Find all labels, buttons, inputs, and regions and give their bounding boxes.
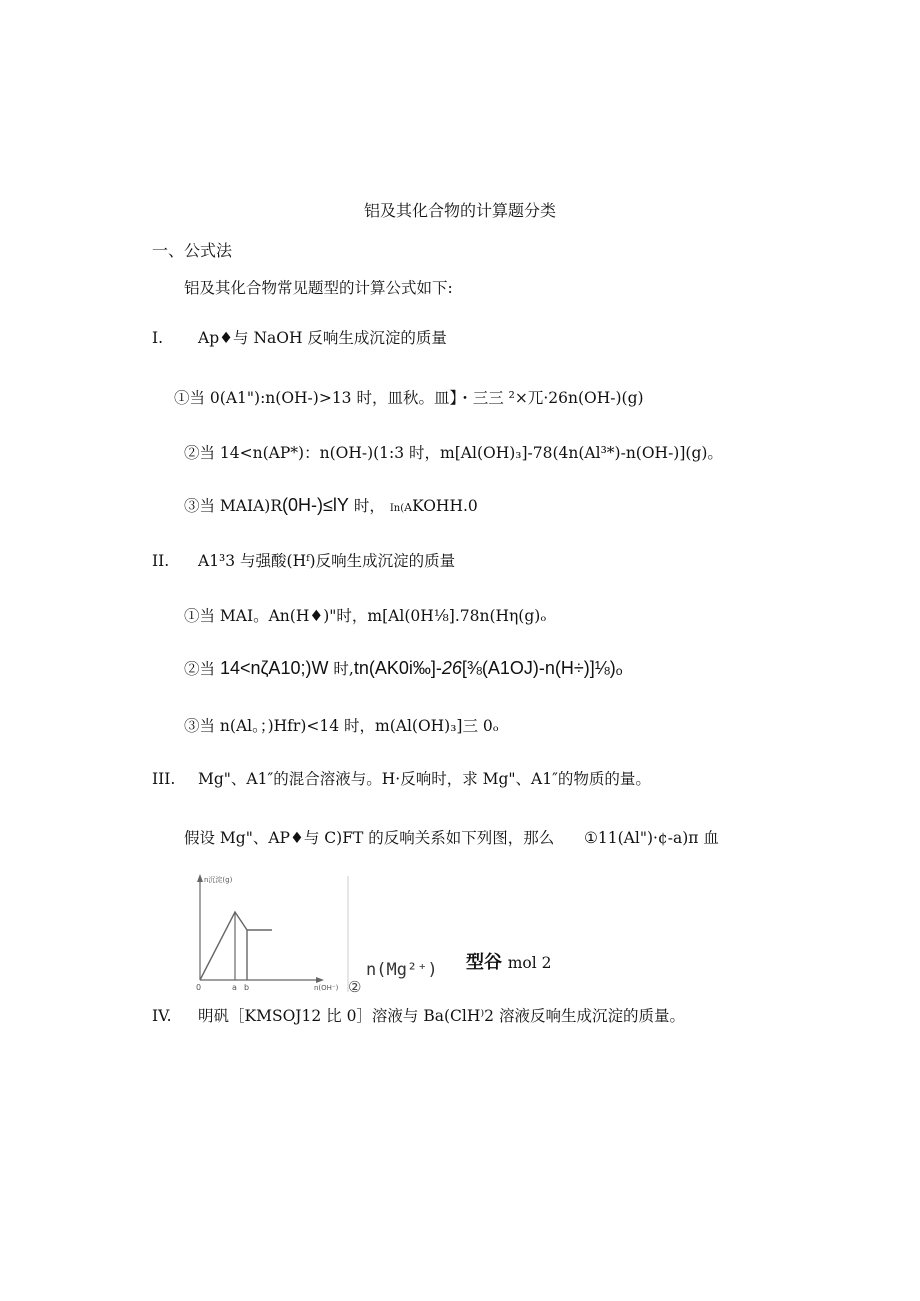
graph-tick-b: b	[244, 983, 250, 992]
item-1-formula-2: ②当 14<n(AP*)：n(OH-)(1:3 时，m[Al(OH)₃]-78(4n(Al³*)-n(OH-)](g)。	[184, 444, 723, 462]
item-2-number: II.	[152, 552, 170, 570]
graph-curve	[200, 912, 247, 980]
mg-ion-text: n(Mg²⁺)	[366, 960, 438, 980]
item-4-number: IV.	[152, 1007, 172, 1025]
graph-y-arrow	[197, 874, 203, 882]
item-1-formula-3-part-d: In(	[389, 503, 405, 514]
graph-tick-a: a	[232, 983, 237, 992]
item-1-heading	[152, 326, 447, 348]
item-2-heading	[152, 549, 455, 571]
graph-origin-label: 0	[196, 983, 202, 992]
item-2-formula-2-part-b: 14<nζA10;)W	[219, 658, 329, 678]
item-3-number: III.	[152, 770, 176, 788]
graph-x-arrow	[316, 977, 324, 983]
item-2-formula-1: ①当 MAI。An(H♦)"时，m[Al(0H⅛].78n(Hη(g)ₒ	[184, 607, 547, 625]
item-2-formula-2-part-d: tn(AK0i‰]-	[353, 658, 442, 678]
item-3-line-2-formula: ①11(Al")·¢-a)π 血	[584, 829, 719, 847]
item-3-heading	[152, 767, 651, 789]
item-1-formula-3-part-f: KOHH.0	[412, 497, 478, 515]
item-1-formula-3-part-b: (0H-)≤lY	[282, 495, 349, 515]
section-heading-formula-method: 一、公式法	[152, 241, 233, 260]
graph-y-label: n沉淀(g)	[204, 876, 233, 884]
graph-x-label: n(OH⁻)	[314, 984, 339, 992]
precipitate-graph	[180, 868, 370, 998]
item-1-formula-3	[184, 494, 478, 516]
item-4-heading	[152, 1004, 685, 1026]
item-1-formula-3-part-e: A	[404, 501, 413, 514]
mg-ion-label	[366, 960, 438, 980]
item-4-text: 明矾［KMSOJ12 比 0］溶液与 Ba(ClH⁾2 溶液反响生成沉淀的质量。	[198, 1007, 685, 1025]
item-2-formula-2	[184, 657, 623, 679]
document-title: 铝及其化合物的计算题分类	[363, 201, 556, 220]
item-3-text: Mg"、A1″的混合溶液与。H·反响时，求 Mg"、A1″的物质的量。	[198, 770, 651, 788]
item-2-formula-2-part-a: ②当	[184, 660, 216, 678]
item-2-formula-2-part-e: 26	[441, 658, 462, 678]
item-2-formula-3: ③当 n(Al。；)Hfr)<14 时，m(Al(OH)₃]三 0ₒ	[184, 717, 499, 735]
item-1-number: I.	[152, 329, 164, 347]
item-1-text: Ap♦与 NaOH 反响生成沉淀的质量	[198, 329, 447, 347]
item-2-formula-2-part-c: 时,	[333, 660, 354, 678]
item-3-line-2: 假设 Mg"、AP♦与 C)FT 的反响关系如下列图，那么	[184, 829, 555, 847]
item-3-tail-a: 型谷	[466, 952, 502, 972]
item-2-formula-2-part-f: [⅜(A1OJ)-n(H÷)]⅛)ₒ	[461, 658, 623, 678]
item-2-text: A1³3 与强酸(Hᶠ)反响生成沉淀的质量	[198, 552, 456, 570]
item-1-formula-1: ①当 0(A1"):n(OH-)>13 时，皿秋。皿】・三三 ²×兀·26n(OH-)(g)	[174, 389, 644, 407]
item-3-tail-b: mol 2	[507, 954, 552, 972]
item-1-formula-3-part-a: ③当 MAIA)R	[184, 497, 283, 515]
item-1-formula-3-part-c: 时，	[353, 497, 385, 515]
intro-text: 铝及其化合物常见题型的计算公式如下:	[184, 279, 453, 297]
circle-2-marker: ②	[348, 978, 362, 996]
item-3-tail	[466, 948, 552, 974]
